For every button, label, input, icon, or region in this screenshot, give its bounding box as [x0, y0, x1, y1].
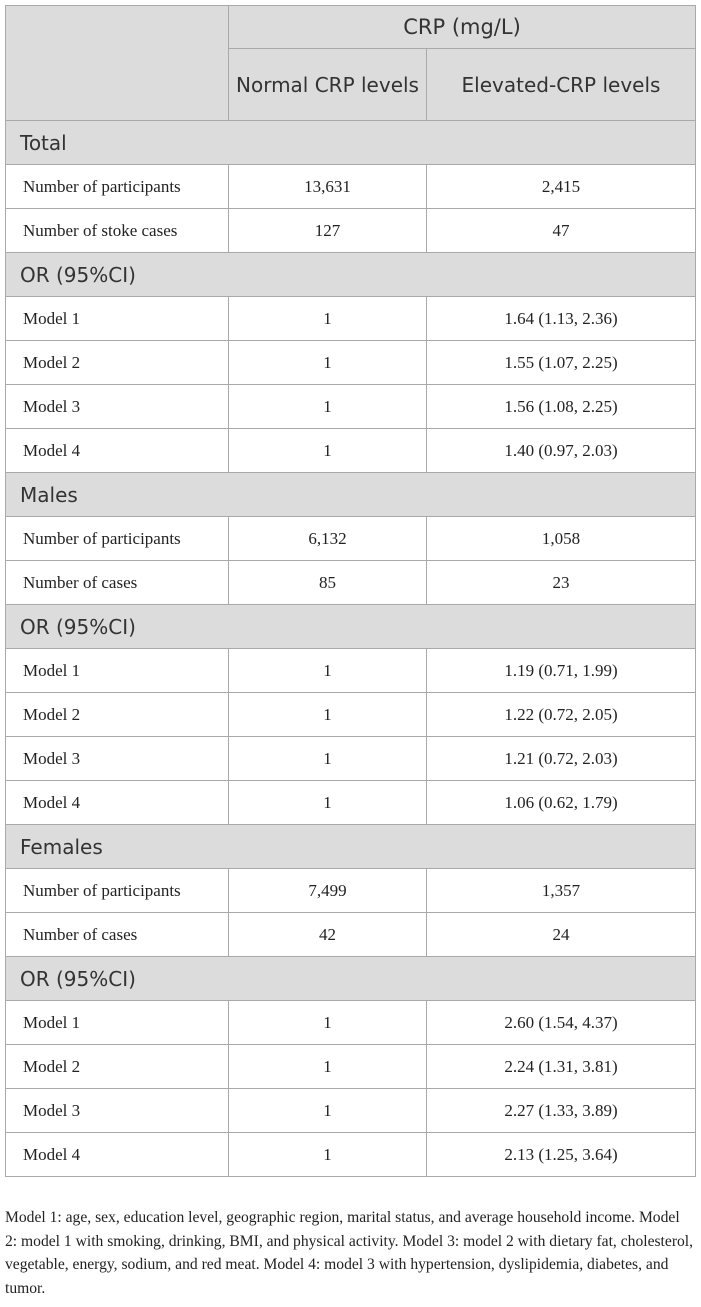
normal-crp-value: 1	[229, 429, 427, 473]
table-row	[6, 341, 696, 385]
section-row	[6, 957, 696, 1001]
normal-crp-value: 1	[229, 1045, 427, 1089]
elevated-crp-value: 2.13 (1.25, 3.64)	[427, 1133, 696, 1177]
table-row	[6, 297, 696, 341]
table-row	[6, 693, 696, 737]
section-row	[6, 605, 696, 649]
normal-crp-value: 6,132	[229, 517, 427, 561]
elevated-crp-value: 23	[427, 561, 696, 605]
elevated-crp-value: 1,357	[427, 869, 696, 913]
section-label: Females	[6, 825, 696, 869]
elevated-crp-value: 47	[427, 209, 696, 253]
crp-table	[5, 5, 696, 1177]
elevated-crp-value: 1,058	[427, 517, 696, 561]
row-label: Model 1	[6, 1001, 229, 1045]
normal-crp-value: 1	[229, 693, 427, 737]
row-label: Number of cases	[6, 561, 229, 605]
elevated-crp-value: 24	[427, 913, 696, 957]
normal-crp-value: 85	[229, 561, 427, 605]
elevated-crp-value: 1.06 (0.62, 1.79)	[427, 781, 696, 825]
header-row-group	[6, 6, 696, 49]
row-label: Model 4	[6, 781, 229, 825]
elevated-crp-value: 2,415	[427, 165, 696, 209]
normal-crp-value: 127	[229, 209, 427, 253]
row-label: Number of participants	[6, 869, 229, 913]
elevated-crp-value: 2.27 (1.33, 3.89)	[427, 1089, 696, 1133]
row-label: Model 2	[6, 341, 229, 385]
section-row	[6, 121, 696, 165]
normal-crp-value: 1	[229, 1001, 427, 1045]
table-row	[6, 165, 696, 209]
row-label: Model 4	[6, 1133, 229, 1177]
normal-crp-value: 1	[229, 649, 427, 693]
table-row	[6, 209, 696, 253]
table-row	[6, 429, 696, 473]
table-row	[6, 1045, 696, 1089]
elevated-crp-value: 1.21 (0.72, 2.03)	[427, 737, 696, 781]
table-row	[6, 781, 696, 825]
section-label: OR (95%CI)	[6, 253, 696, 297]
table-row	[6, 561, 696, 605]
table-row	[6, 1001, 696, 1045]
elevated-crp-value: 1.55 (1.07, 2.25)	[427, 341, 696, 385]
normal-crp-value: 1	[229, 781, 427, 825]
row-label: Model 3	[6, 385, 229, 429]
normal-crp-value: 1	[229, 1089, 427, 1133]
row-label: Model 4	[6, 429, 229, 473]
row-label: Number of participants	[6, 517, 229, 561]
table-row	[6, 1089, 696, 1133]
elevated-crp-value: 1.56 (1.08, 2.25)	[427, 385, 696, 429]
section-row	[6, 253, 696, 297]
header-empty-cell	[6, 6, 229, 121]
elevated-crp-value: 1.40 (0.97, 2.03)	[427, 429, 696, 473]
row-label: Model 2	[6, 1045, 229, 1089]
normal-crp-value: 1	[229, 1133, 427, 1177]
row-label: Model 1	[6, 649, 229, 693]
row-label: Number of stoke cases	[6, 209, 229, 253]
section-label: Males	[6, 473, 696, 517]
table-row	[6, 737, 696, 781]
elevated-crp-value: 2.24 (1.31, 3.81)	[427, 1045, 696, 1089]
row-label: Model 3	[6, 737, 229, 781]
row-label: Model 2	[6, 693, 229, 737]
table-row	[6, 869, 696, 913]
table-row	[6, 1133, 696, 1177]
elevated-crp-value: 1.22 (0.72, 2.05)	[427, 693, 696, 737]
section-label: Total	[6, 121, 696, 165]
section-row	[6, 473, 696, 517]
table-row	[6, 385, 696, 429]
table-row	[6, 649, 696, 693]
table-body	[6, 121, 696, 1177]
table-container	[5, 5, 695, 1177]
header-elevated-crp: Elevated-CRP levels	[427, 49, 696, 121]
elevated-crp-value: 1.19 (0.71, 1.99)	[427, 649, 696, 693]
section-label: OR (95%CI)	[6, 605, 696, 649]
elevated-crp-value: 1.64 (1.13, 2.36)	[427, 297, 696, 341]
normal-crp-value: 1	[229, 737, 427, 781]
table-footnote: Model 1: age, sex, education level, geographic region, marital status, and average household income. Model 2: model 1 with smoking, drinking, BMI, and physical activity. Model 3: model 2 with dietary fat, cholesterol, vegetable, energy, sodium, and red meat. Model 4: model 3 with hypertension, dyslipidemia, diabetes, and tumor.	[5, 1209, 694, 1297]
row-label: Number of participants	[6, 165, 229, 209]
elevated-crp-value: 2.60 (1.54, 4.37)	[427, 1001, 696, 1045]
normal-crp-value: 13,631	[229, 165, 427, 209]
header-normal-crp: Normal CRP levels	[229, 49, 427, 121]
normal-crp-value: 1	[229, 297, 427, 341]
row-label: Model 1	[6, 297, 229, 341]
row-label: Number of cases	[6, 913, 229, 957]
section-label: OR (95%CI)	[6, 957, 696, 1001]
normal-crp-value: 1	[229, 385, 427, 429]
normal-crp-value: 1	[229, 341, 427, 385]
normal-crp-value: 7,499	[229, 869, 427, 913]
table-row	[6, 517, 696, 561]
table-row	[6, 913, 696, 957]
section-row	[6, 825, 696, 869]
header-group-label: CRP (mg/L)	[229, 6, 696, 49]
normal-crp-value: 42	[229, 913, 427, 957]
row-label: Model 3	[6, 1089, 229, 1133]
